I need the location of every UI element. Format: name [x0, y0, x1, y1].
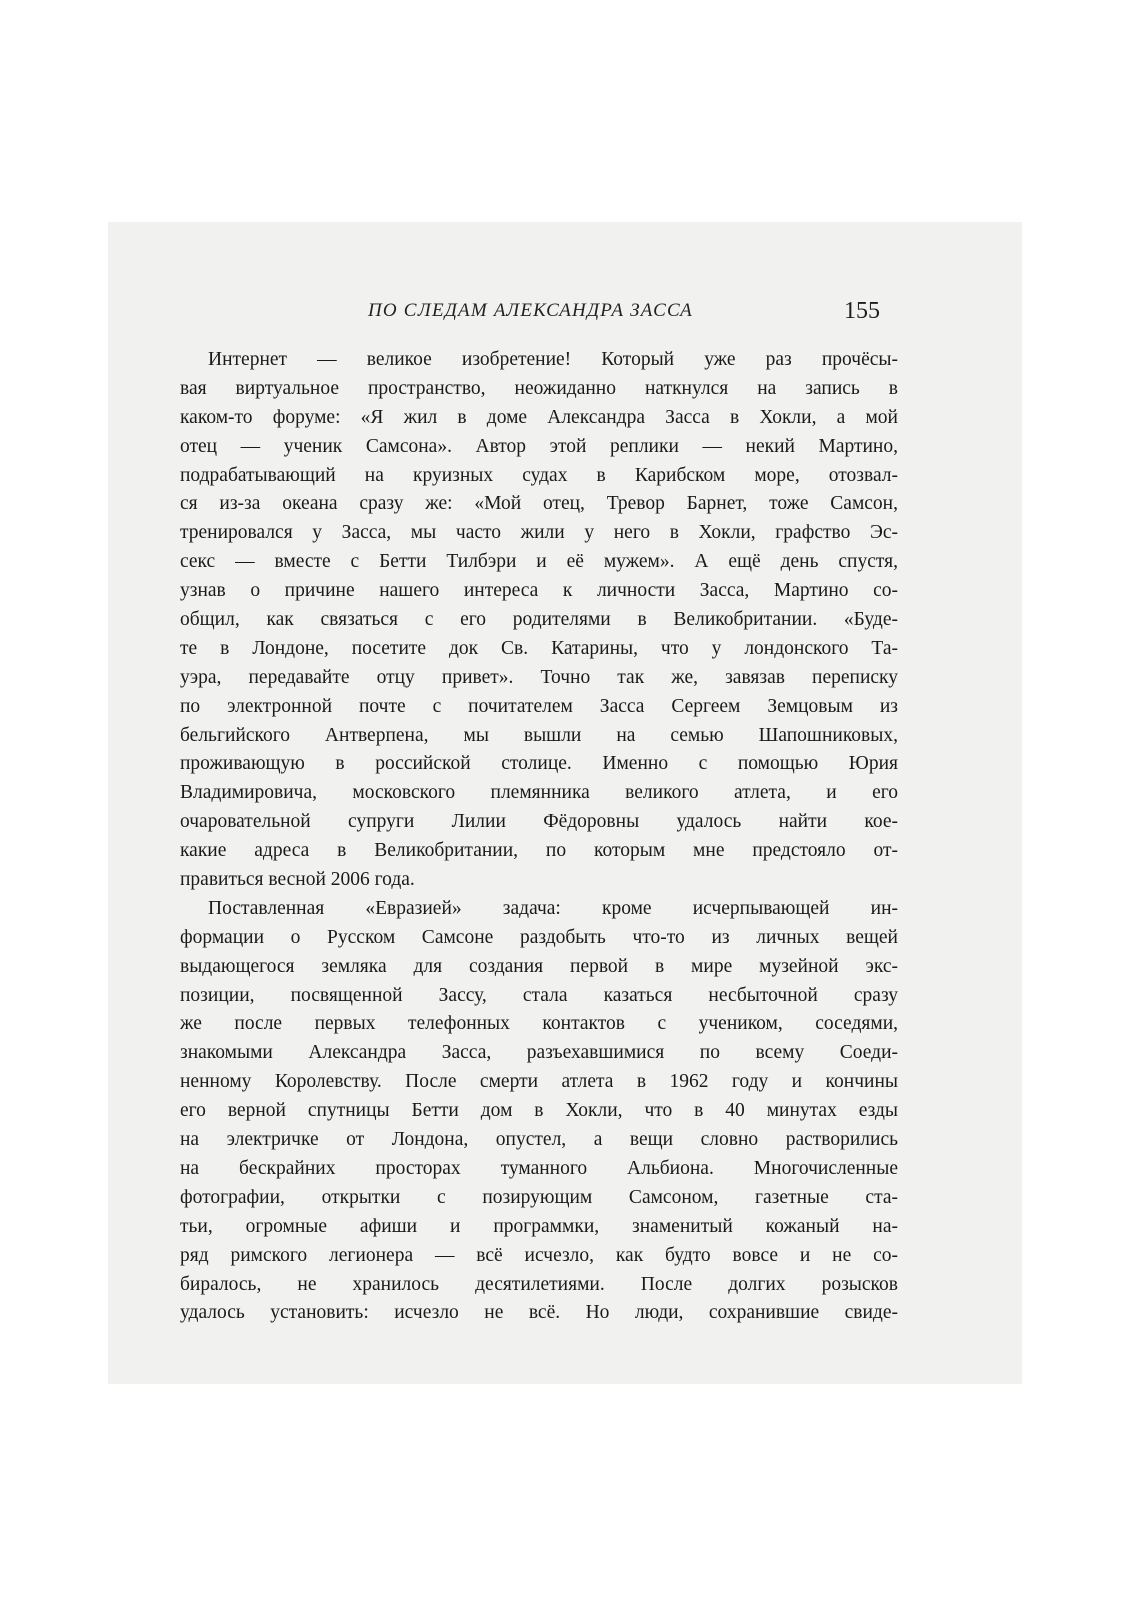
text-line: на электричке от Лондона, опустел, а вещи словно растворились — [180, 1129, 898, 1151]
text-line: Интернет — великое изобретение! Который уже раз прочёсы- — [208, 349, 898, 370]
text-line: ненному Королевству. После смерти атлета в 1962 году и кончины — [180, 1071, 898, 1093]
text-line: уэра, передавайте отцу привет». Точно так же, завязав переписку — [180, 666, 898, 688]
paragraph — [180, 346, 898, 895]
text-line: на бескрайних просторах туманного Альбиона. Многочисленные — [180, 1157, 898, 1179]
text-line: проживающую в российской столице. Именно с помощью Юрия — [180, 753, 898, 775]
text-line: ся из-за океана сразу же: «Мой отец, Тревор Барнет, тоже Самсон, — [180, 493, 898, 515]
text-line: биралось, не хранилось десятилетиями. После долгих розысков — [180, 1273, 898, 1295]
running-title: ПО СЛЕДАМ АЛЕКСАНДРА ЗАССА — [368, 300, 693, 321]
text-line: вая виртуальное пространство, неожиданно наткнулся на запись в — [180, 377, 898, 399]
text-line: фотографии, открытки с позирующим Самсоном, газетные ста- — [180, 1186, 898, 1208]
text-line: знакомыми Александра Засса, разъехавшимися по всему Соеди- — [180, 1042, 898, 1064]
text-line: общил, как связаться с его родителями в Великобритании. «Буде- — [180, 609, 898, 631]
text-line: Поставленная «Евразией» задача: кроме исчерпывающей ин- — [208, 897, 898, 919]
text-line: же после первых телефонных контактов с учеником, соседями, — [180, 1013, 898, 1035]
text-line: его верной спутницы Бетти дом в Хокли, что в 40 минутах езды — [180, 1100, 898, 1122]
text-line: формации о Русском Самсоне раздобыть что-то из личных вещей — [180, 926, 898, 948]
text-line: секс — вместе с Бетти Тилбэри и её мужем». А ещё день спустя, — [180, 551, 898, 573]
text-line: удалось установить: исчезло не всё. Но люди, сохранившие свиде- — [180, 1302, 898, 1324]
text-line: отец — ученик Самсона». Автор этой реплики — некий Мартино, — [180, 435, 898, 457]
text-line: очаровательной супруги Лилии Фёдоровны удалось найти кое- — [180, 811, 898, 833]
text-line: Владимировича, московского племянника великого атлета, и его — [180, 782, 898, 804]
text-line: ряд римского легионера — всё исчезло, как будто вовсе и не со- — [180, 1244, 898, 1266]
text-line: тренировался у Засса, мы часто жили у него в Хокли, графство Эс- — [180, 522, 898, 544]
paragraph — [180, 895, 898, 1328]
text-line: какие адреса в Великобритании, по которым мне предстояло от- — [180, 840, 898, 862]
text-line: каком-то форуме: «Я жил в доме Александра Засса в Хокли, а мой — [180, 406, 898, 428]
text-line: правиться весной 2006 года. — [180, 869, 415, 891]
text-line: выдающегося земляка для создания первой в мире музейной экс- — [180, 955, 898, 977]
body-text — [180, 346, 898, 1328]
text-line: бельгийского Антверпена, мы вышли на семью Шапошниковых, — [180, 724, 898, 746]
text-line: узнав о причине нашего интереса к личности Засса, Мартино со- — [180, 580, 898, 602]
text-line: по электронной почте с почитателем Засса Сергеем Земцовым из — [180, 695, 898, 717]
text-line: те в Лондоне, посетите док Св. Катарины, что у лондонского Та- — [180, 637, 898, 659]
text-line: тьи, огромные афиши и программки, знаменитый кожаный на- — [180, 1215, 898, 1237]
text-line: подрабатывающий на круизных судах в Карибском море, отозвал- — [180, 464, 898, 486]
page-number: 155 — [844, 298, 880, 324]
running-head — [108, 298, 1022, 338]
scanned-page — [108, 222, 1022, 1384]
text-line: позиции, посвященной Зассу, стала казаться несбыточной сразу — [180, 984, 898, 1006]
